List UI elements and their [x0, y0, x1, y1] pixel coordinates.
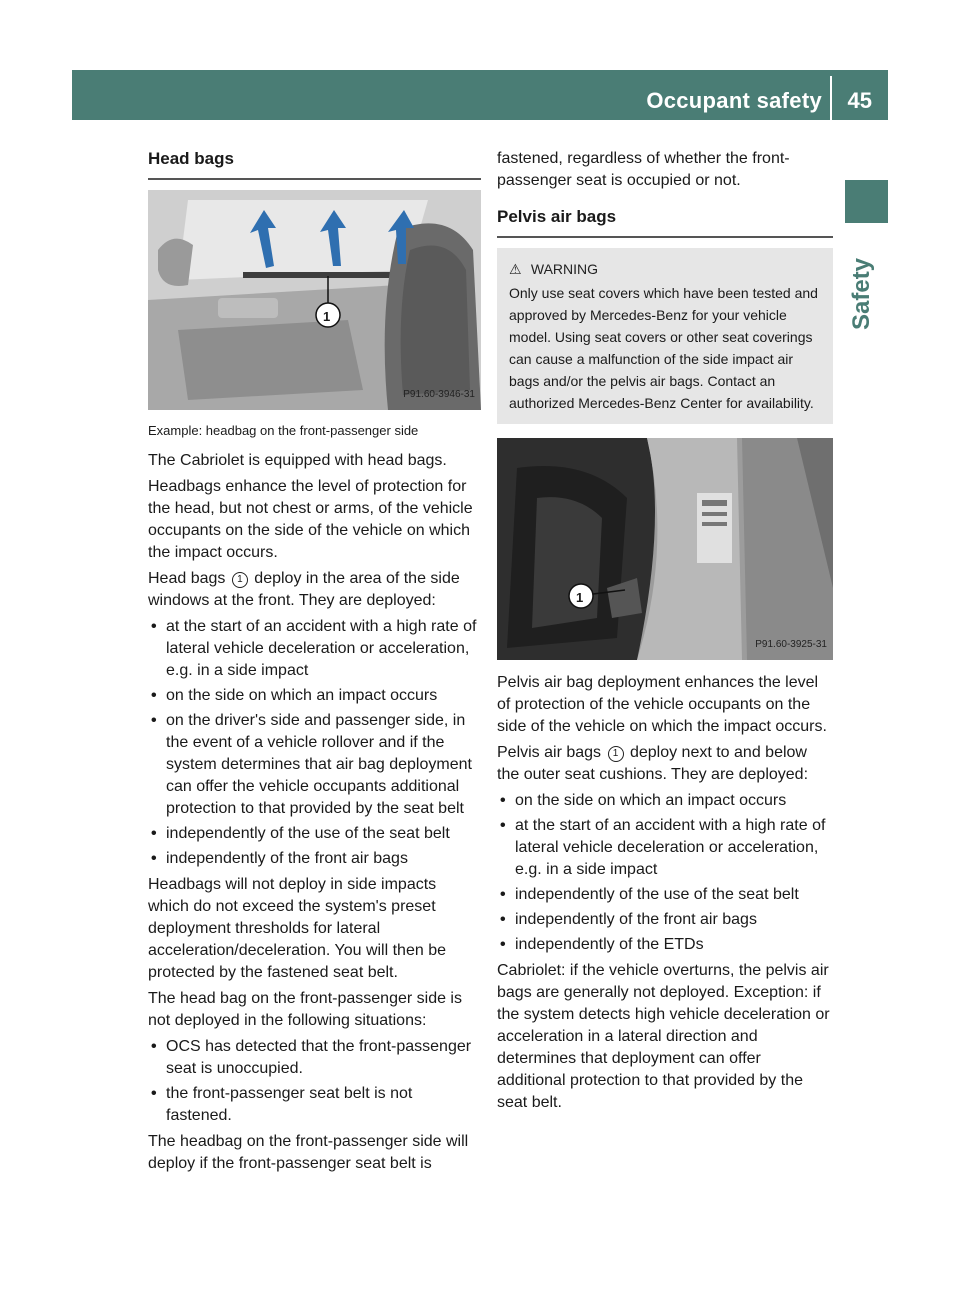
headbag-illustration: [148, 190, 481, 410]
paragraph: fastened, regardless of whether the front-passenger seat is occupied or not.: [497, 150, 790, 189]
list-item: • at the start of an accident with a high rate of lateral vehicle deceleration or acceleration, e.g. in a side impact: [148, 616, 481, 682]
list-item: • independently of the use of the seat belt: [148, 823, 481, 845]
pelvis-bag-figure: [497, 438, 833, 660]
paragraph: The Cabriolet is equipped with head bags.: [148, 452, 447, 469]
paragraph: Head bags 1 deploy in the area of the side windows at the front. They are deployed:: [148, 570, 460, 609]
right-column: [497, 148, 833, 1118]
figure-callout-number: 1: [576, 590, 584, 605]
paragraph: Pelvis air bag deployment enhances the level of protection of the vehicle occupants on the side of the vehicle on which the impact occurs.: [497, 674, 827, 735]
paragraph: The headbag on the front-passenger side will deploy if the front-passenger seat belt is: [148, 1133, 469, 1172]
headbag-figure: [148, 190, 481, 410]
chapter-tab-label: Safety: [848, 257, 875, 330]
header-divider: [830, 76, 832, 120]
warning-box: [497, 248, 833, 424]
paragraph: Headbags will not deploy in side impacts which do not exceed the system's preset deployment thresholds for lateral acceleration/deceleration. You will then be protected by the fastened seat belt.: [148, 876, 446, 981]
left-column: [148, 148, 481, 1179]
page-number: 45: [847, 88, 872, 113]
pelvis-deployment-list: [497, 790, 833, 956]
figure-code: P91.60-3925-31: [755, 639, 827, 650]
list-item: • on the side on which an impact occurs: [497, 790, 833, 812]
list-item: • independently of the use of the seat belt: [497, 884, 833, 906]
paragraph: Cabriolet: if the vehicle overturns, the pelvis air bags are generally not deployed. Exception: if the system detects high vehicle deceleration or acceleration in a lateral direction and determines that deployment can offer additional protection to that provided by the seat belt.: [497, 962, 830, 1111]
head-bags-heading: Head bags: [148, 148, 481, 180]
page-header: [72, 70, 888, 120]
list-item: • independently of the ETDs: [497, 934, 833, 956]
paragraph: The head bag on the front-passenger side is not deployed in the following situations:: [148, 990, 462, 1029]
deployment-list: [148, 616, 481, 870]
figure-callout-number: 1: [323, 309, 331, 324]
section-title: Occupant safety: [646, 88, 822, 113]
warning-text: Only use seat covers which have been tested and approved by Mercedes-Benz for your vehicle model. Using seat covers or other seat coverings can cause a malfunction of the side impact air bags and/or the pelvis air bags. Contact an authorized Mercedes-Benz Center for availability.: [509, 285, 818, 411]
warning-icon: ⚠: [509, 261, 522, 277]
list-item: • on the driver's side and passenger side, in the event of a vehicle rollover and if the system determines that air bag deployment can offer the vehicle occupants additional protection to that provided by the seat belt: [148, 710, 481, 820]
chapter-tab-marker: [845, 180, 888, 223]
pelvis-bag-illustration: [497, 438, 833, 660]
figure-caption: Example: headbag on the front-passenger side: [148, 423, 419, 438]
list-item: • on the side on which an impact occurs: [148, 685, 481, 707]
paragraph: Pelvis air bags 1 deploy next to and below the outer seat cushions. They are deployed:: [497, 744, 809, 783]
list-item: • OCS has detected that the front-passenger seat is unoccupied.: [148, 1036, 481, 1080]
figure-code: P91.60-3946-31: [403, 389, 475, 400]
list-item: • the front-passenger seat belt is not fastened.: [148, 1083, 481, 1127]
list-item: • independently of the front air bags: [148, 848, 481, 870]
non-deployment-list: [148, 1036, 481, 1127]
callout-1-icon: 1: [232, 572, 248, 588]
warning-heading: ⚠ WARNING: [509, 258, 821, 280]
callout-1-icon: 1: [608, 746, 624, 762]
list-item: • at the start of an accident with a high rate of lateral vehicle deceleration or acceleration, e.g. in a side impact: [497, 815, 833, 881]
list-item: • independently of the front air bags: [497, 909, 833, 931]
pelvis-air-bags-heading: Pelvis air bags: [497, 206, 833, 238]
paragraph: Headbags enhance the level of protection for the head, but not chest or arms, of the vehicle occupants on the side of the vehicle on which the impact occurs.: [148, 478, 473, 561]
